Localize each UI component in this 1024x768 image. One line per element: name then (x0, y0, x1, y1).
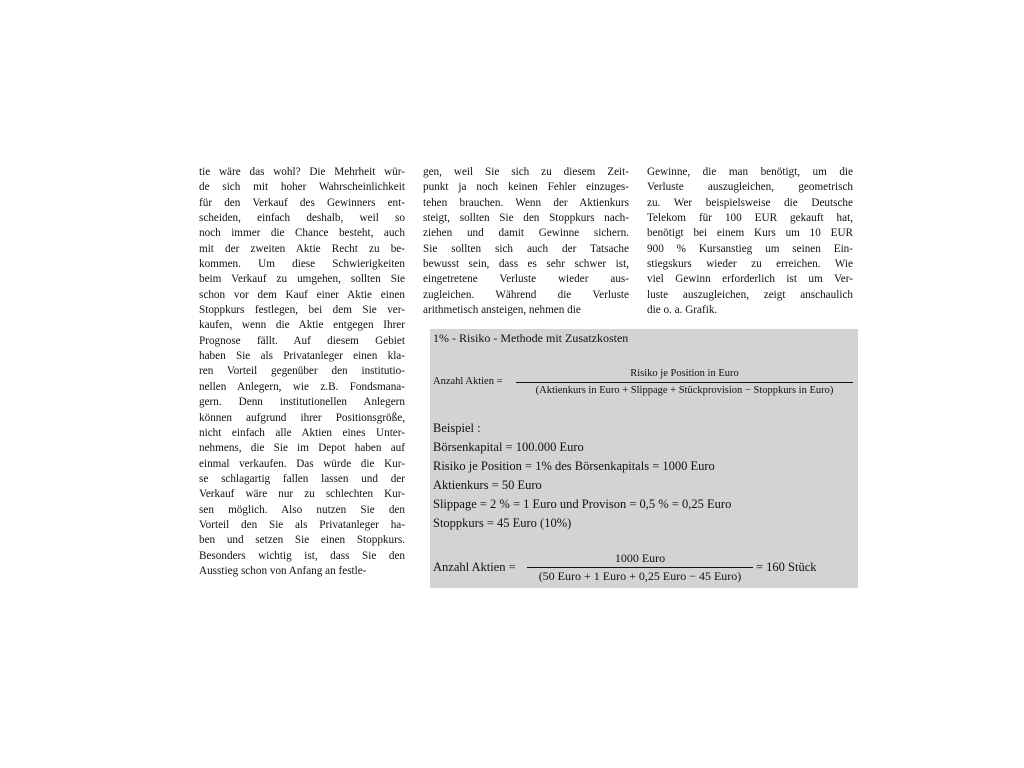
formula2-fraction (527, 551, 753, 583)
text-line: Vorteil den Sie als Privatanleger ha- (199, 518, 405, 531)
text-line: schon vor dem Kauf einer Aktie einen (199, 288, 405, 301)
text-line: beim Verkauf zu umgehen, sollten Sie (199, 273, 405, 286)
text-line: ren Vorteil gegenüber den institutio- (199, 365, 405, 378)
formula2-numerator: 1000 Euro (614, 551, 666, 565)
text-line: Sie sollten sich auch der Tatsache (423, 242, 629, 255)
text-line: steigt, sollten Sie den Stoppkurs nach- (423, 212, 629, 225)
text-line: luste auszugleichen, zeigt anschaulich (647, 288, 853, 301)
text-line: eingetretene Verluste wieder aus- (423, 273, 629, 286)
text-line: Telekom für 100 EUR gekauft hat, (647, 212, 853, 225)
example-line: Slippage = 2 % = 1 Euro und Provison = 0,5 % = 0,25 Euro (433, 497, 732, 511)
text-column-2 (423, 165, 629, 318)
formula2-fraction-bar (527, 567, 753, 568)
text-line: für den Verkauf des Gewinners ent- (199, 196, 405, 209)
text-line: nellen Anlegern, wie z.B. Fondsmana- (199, 380, 405, 393)
text-line: können aufgrund ihrer Positionsgröße, (199, 411, 405, 424)
text-line: ziehen und damit Gewinne sichern. (423, 227, 629, 240)
example-heading: Beispiel : (433, 421, 481, 435)
text-line: haben Sie als Privatanleger einen kla- (199, 350, 405, 363)
text-line: gen, weil Sie sich zu diesem Zeit- (423, 166, 629, 178)
example-line: Stoppkurs = 45 Euro (10%) (433, 516, 572, 530)
formula1-numerator: Risiko je Position in Euro (630, 368, 739, 379)
text-line: zu. Wer beispielsweise die Deutsche (647, 196, 853, 209)
formula1-denominator: (Aktienkurs in Euro + Slippage + Stückprovision − Stoppkurs in Euro) (535, 385, 834, 396)
text-column-3 (647, 165, 853, 318)
text-line: arithmetisch ansteigen, nehmen die (423, 304, 581, 317)
text-column-1 (199, 165, 405, 579)
text-line: noch immer die Chance besteht, auch (199, 227, 405, 240)
text-line: de sich mit hoher Wahrscheinlichkeit (199, 181, 405, 194)
text-line: gern. Denn institutionellen Anlegern (199, 396, 405, 409)
text-line: benötigt bei einem Kurs um 10 EUR (647, 227, 853, 240)
example-line: Risiko je Position = 1% des Börsenkapitals = 1000 Euro (433, 459, 715, 473)
text-line: kaufen, wenn die Aktie entgegen Ihrer (199, 319, 405, 332)
text-line: Stoppkurs festlegen, bei dem Sie ver- (199, 304, 405, 317)
text-line: punkt ja noch keinen Fehler einzuges- (423, 181, 629, 194)
formula2-result: = 160 Stück (756, 560, 817, 574)
text-line: Verluste auszugleichen, geometrisch (647, 181, 853, 194)
text-line: ben und setzen Sie einen Stoppkurs. (199, 534, 405, 547)
formula2-denominator: (50 Euro + 1 Euro + 0,25 Euro − 45 Euro) (538, 569, 742, 583)
text-line: viel Gewinn erforderlich ist um Ver- (647, 273, 853, 286)
text-line: einmal verkaufen. Das würde die Kur- (199, 457, 405, 470)
text-line: nicht einfach alle Aktien eines Unter- (199, 426, 405, 439)
example-line: Aktienkurs = 50 Euro (433, 478, 542, 492)
example-line: Börsenkapital = 100.000 Euro (433, 440, 584, 454)
text-line: tie wäre das wohl? Die Mehrheit wür- (199, 166, 405, 178)
text-line: se schlagartig fallen lassen und der (199, 472, 405, 485)
formula2-lhs: Anzahl Aktien = (433, 560, 516, 574)
text-line: 900 % Kursanstieg um seinen Ein- (647, 242, 853, 255)
text-line: die o. a. Grafik. (647, 304, 718, 317)
formula-box (430, 329, 858, 588)
text-line: tehen brauchen. Wenn der Aktienkurs (423, 196, 629, 209)
text-line: nehmens, die Sie im Depot haben auf (199, 442, 405, 455)
text-line: scheiden, einfach deshalb, weil so (199, 212, 405, 225)
text-line: Prognose fällt. Auf diesem Gebiet (199, 334, 405, 347)
text-line: Gewinne, die man benötigt, um die (647, 166, 853, 178)
text-line: Besonders wichtig ist, dass Sie den (199, 549, 405, 562)
text-line: sen möglich. Also nutzen Sie den (199, 503, 405, 516)
formula1-lhs: Anzahl Aktien = (433, 376, 503, 387)
formula1-fraction-bar (516, 382, 853, 383)
formula-box-title: 1% - Risiko - Methode mit Zusatzkosten (433, 331, 629, 345)
text-line: Verkauf wäre nur zu schlechten Kur- (199, 488, 405, 501)
formula1-fraction (516, 367, 853, 397)
text-line: Ausstieg schon von Anfang an festle- (199, 564, 367, 577)
text-line: stiegskurs wieder zu erreichen. Wie (647, 258, 853, 271)
text-line: mit der zweiten Aktie Recht zu be- (199, 242, 405, 255)
text-line: bewusst sein, dass es sehr schwer ist, (423, 258, 629, 271)
text-line: kommen. Um diese Schwierigkeiten (199, 258, 405, 271)
text-line: zugleichen. Während die Verluste (423, 288, 629, 301)
